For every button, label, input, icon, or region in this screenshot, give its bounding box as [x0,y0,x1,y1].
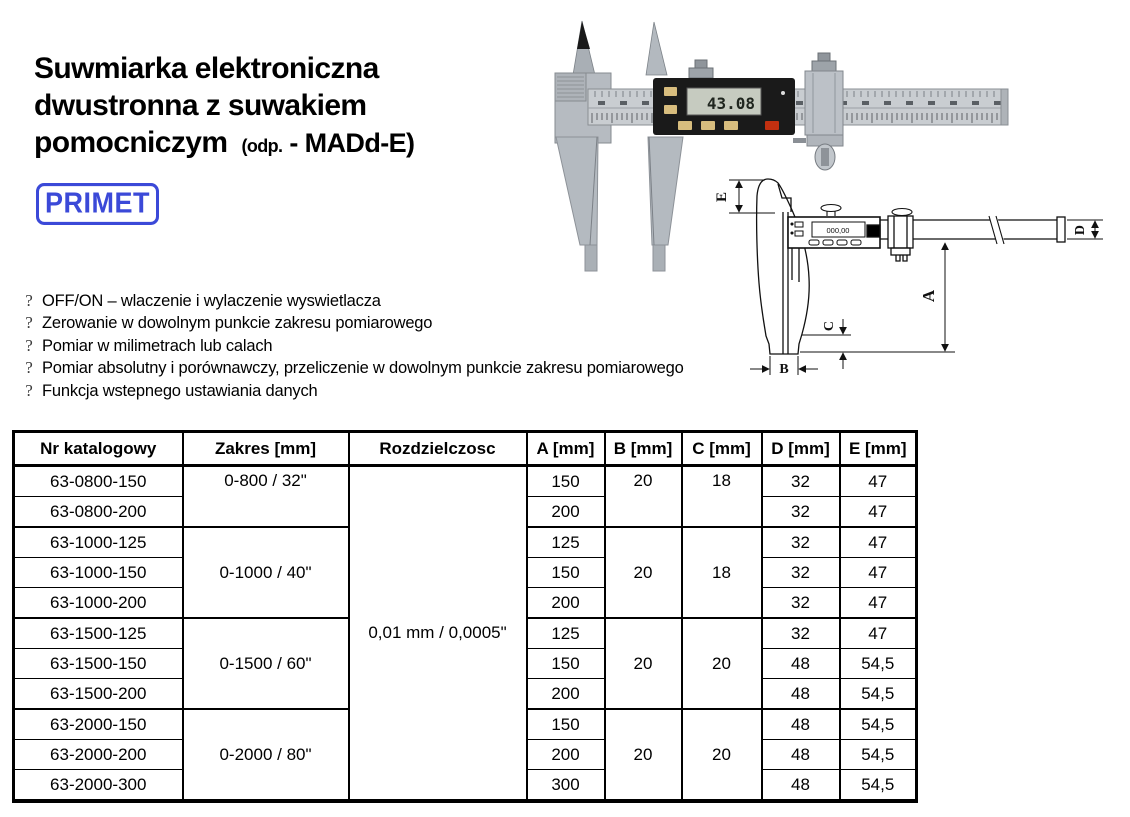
variant-suffix: - MADd-E) [282,128,415,158]
side-button [664,87,677,96]
b-cell: 20 [605,466,682,528]
display-black-key [867,225,880,237]
catalog-cell: 63-0800-200 [14,497,183,528]
d-cell: 48 [762,649,840,679]
catalog-cell: 63-1000-200 [14,588,183,619]
title-line-2: dwustronna z suwakiem [34,89,367,122]
e-cell: 47 [840,497,917,528]
power-button [765,121,779,130]
d-cell: 48 [762,679,840,710]
range-cell: 0-1000 / 40" [183,527,349,618]
lower-jaw-right-tip [653,245,665,271]
e-cell: 54,5 [840,709,917,740]
fine-adjust-pin [793,138,806,143]
range-cell: 0-1500 / 60" [183,618,349,709]
c-cell: 18 [682,466,762,528]
e-cell: 47 [840,588,917,619]
thumb-screw-aux [812,53,836,71]
c-cell: 18 [682,527,762,618]
dim-label-E: E [714,191,730,203]
slider-support-lines [792,248,799,282]
question-bullet: ? [25,335,33,355]
col-header-c: C [mm] [682,432,762,466]
col-header-catalog: Nr katalogowy [14,432,183,466]
feature-text: Funkcja wstepnego ustawiania danych [42,381,318,400]
spec-table [12,430,918,803]
title-line-3-text: pomocniczym [34,126,228,159]
a-cell: 150 [527,558,605,588]
dim-label-B: B [779,362,789,377]
question-bullet: ? [25,291,33,310]
beam-end-cap [1001,89,1008,125]
display-dot [791,232,793,234]
variant-prefix: (odp. [241,136,283,156]
diagram-aux-clamp [891,248,910,255]
e-cell: 47 [840,527,917,558]
upper-jaw-blade-right [646,22,667,75]
caliper-dimension-diagram [695,168,1130,408]
spec-table-wrap [12,430,918,803]
lcd-value: 43.08 [706,94,755,113]
a-cell: 200 [527,740,605,770]
auxiliary-slider [805,71,843,135]
title-line-1: Suwmiarka elektroniczna [34,52,379,85]
caliper-diagram-svg [695,168,1130,403]
a-cell: 150 [527,466,605,497]
dim-label-D: D [1073,224,1088,236]
question-bullet: ? [25,313,33,333]
b-cell: 20 [605,527,682,618]
jaw-step-line [778,184,791,212]
aux-clamp-roller [807,135,843,170]
col-header-b: B [mm] [605,432,682,466]
col-header-a: A [mm] [527,432,605,466]
primet-logo: PRIMET [36,183,159,225]
d-cell: 32 [762,618,840,649]
upper-jaw-blade-tip [577,21,590,49]
function-button [678,121,692,130]
a-cell: 200 [527,588,605,619]
d-cell: 32 [762,527,840,558]
catalog-cell: 63-1000-150 [14,558,183,588]
dim-label-A: A [919,289,938,303]
d-cell: 32 [762,497,840,528]
table-row [14,466,917,497]
catalog-cell: 63-2000-300 [14,770,183,802]
e-cell: 47 [840,466,917,497]
dim-label-C: C [822,320,837,332]
feature-text: OFF/ON – wlaczenie i wylaczenie wyswietlacza [42,292,381,310]
e-cell: 47 [840,618,917,649]
e-cell: 54,5 [840,770,917,802]
d-cell: 32 [762,466,840,497]
dim-E-extension-lines [729,180,775,213]
model-variant [241,128,414,158]
product-title [34,50,414,165]
title-line-3 [34,124,414,165]
lower-jaw-left [556,137,598,245]
c-cell: 20 [682,618,762,709]
b-cell: 20 [605,709,682,801]
side-button [664,105,677,114]
a-cell: 200 [527,497,605,528]
col-header-e: E [mm] [840,432,917,466]
a-cell: 150 [527,649,605,679]
catalog-cell: 63-1000-125 [14,527,183,558]
catalog-cell: 63-1500-200 [14,679,183,710]
range-cell: 0-800 / 32" [183,466,349,528]
b-cell: 20 [605,618,682,709]
diagram-thumbwheel-main [821,205,841,217]
catalog-cell: 63-0800-150 [14,466,183,497]
col-header-d: D [mm] [762,432,840,466]
d-cell: 48 [762,770,840,802]
a-cell: 150 [527,709,605,740]
col-header-resolution: Rozdzielczosc [349,432,527,466]
header-row [14,432,917,466]
diagram-aux-slider [888,216,913,248]
function-button [701,121,715,130]
catalog-cell: 63-2000-200 [14,740,183,770]
diagram-lcd-value: 000,00 [826,226,850,235]
feature-text: Zerowanie w dowolnym punkcie zakresu pomiarowego [42,314,433,333]
question-bullet: ? [25,380,33,400]
a-cell: 125 [527,618,605,649]
d-cell: 48 [762,709,840,740]
d-cell: 48 [762,740,840,770]
a-cell: 125 [527,527,605,558]
catalog-cell: 63-1500-125 [14,618,183,649]
thumb-screw-main [689,60,713,78]
e-cell: 54,5 [840,679,917,710]
catalog-cell: 63-1500-150 [14,649,183,679]
function-button [724,121,738,130]
e-cell: 54,5 [840,649,917,679]
range-cell: 0-2000 / 80" [183,709,349,801]
question-bullet: ? [25,358,33,378]
c-cell: 20 [682,709,762,801]
feature-text: Pomiar absolutny i porównawczy, przeliczenie w dowolnym punkcie zakresu pomiarowego [42,359,684,378]
display-indicator-dot [781,91,785,95]
e-cell: 54,5 [840,740,917,770]
display-dot [791,223,793,225]
diagram-aux-tabs [896,255,907,261]
resolution-cell: 0,01 mm / 0,0005" [349,466,527,802]
a-cell: 200 [527,679,605,710]
d-cell: 32 [762,558,840,588]
col-header-range: Zakres [mm] [183,432,349,466]
lower-jaw-left-tip [585,245,597,271]
feature-text: Pomiar w milimetrach lub calach [42,336,273,355]
catalog-cell: 63-2000-150 [14,709,183,740]
d-cell: 32 [762,588,840,619]
a-cell: 300 [527,770,605,802]
e-cell: 47 [840,558,917,588]
beam-end-cap [1057,217,1065,242]
